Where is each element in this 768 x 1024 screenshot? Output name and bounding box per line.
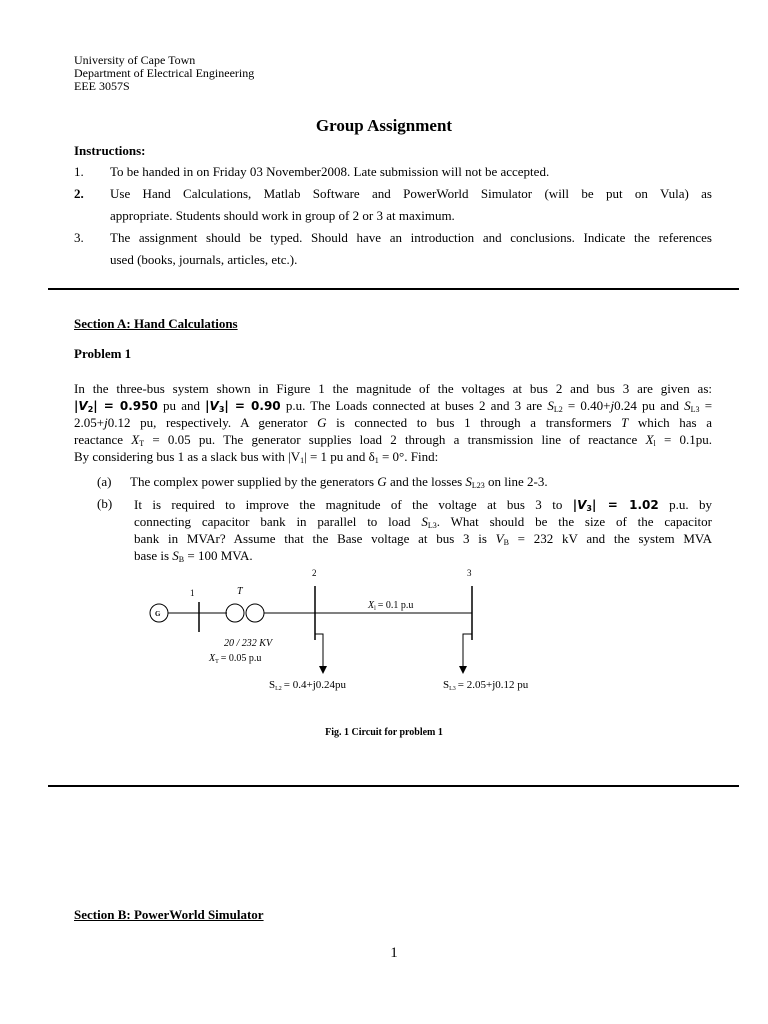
transformer-label: T	[237, 586, 243, 597]
circuit-diagram	[0, 560, 768, 700]
instruction-2-line2: appropriate. Students should work in group of 2 or 3 at maximum.	[110, 208, 455, 223]
section-a-heading: Section A: Hand Calculations	[74, 316, 238, 331]
instructions-heading: Instructions:	[74, 143, 146, 158]
load-2-arrow	[319, 666, 327, 674]
load-3-arrow	[459, 666, 467, 674]
line-reactance-label: $X_l = 0.1$ p.u	[368, 600, 414, 612]
header-university: University of Cape Town	[74, 53, 196, 67]
transformer-winding-1	[226, 604, 244, 622]
para-line-5: By considering bus 1 as a slack bus with $|V_1| = 1$ pu and $\delta_1 = 0^\circ$. Find:	[74, 449, 439, 465]
item-b-text: It is required to improve the magnitude of the voltage at bus 3 to $|V_3| = 1.02$ p.u. by connecting capacitor bank in parallel to load $S_{L3}$. What should be the size of the capacitor bank in MVAr? Assume that the Base voltage at bus 3 is $V_B = 232$ kV and the system MVA base is $S_B = 100$ MVA.	[134, 497, 713, 564]
transformer-ratio-label: 20 / 232 KV	[224, 638, 273, 649]
bus-1-label: 1	[190, 588, 195, 598]
load-3-label: SL3 = 2.05+j0.12 pu	[443, 679, 529, 692]
bus-2-label: 2	[312, 568, 317, 578]
header-department: Department of Electrical Engineering	[74, 66, 255, 80]
transformer-reactance-label: $X_T = 0.05$ p.u	[209, 653, 262, 665]
instruction-1-num: 1.	[74, 164, 84, 179]
instruction-3-line2: used (books, journals, articles, etc.).	[110, 252, 298, 267]
item-a-label: (a)	[97, 474, 112, 489]
instruction-2-line1: Use Hand Calculations, Matlab Software and PowerWorld Simulator (will be put on Vula) as	[110, 186, 712, 201]
item-b-label: (b)	[97, 496, 113, 511]
item-a-text: The complex power supplied by the generators G and the losses $S_{L23}$ on line 2-3.	[130, 474, 548, 490]
para-line-1: In the three-bus system shown in Figure 1 the magnitude of the voltages at bus 2 and bus 3 are given as:	[74, 381, 712, 396]
page-number: 1	[390, 945, 398, 961]
para-line-2: $|V_2| = 0.950$ pu and $|V_3| = 0.90$ p.u. The Loads connected at buses 2 and 3 are $S_{L2} = 0.40+j0.24$ pu and $S_{L3}$ =	[74, 398, 713, 414]
generator-label: G	[155, 610, 161, 618]
instruction-1-text: To be handed in on Friday 03 November2008. Late submission will not be accepted.	[110, 164, 550, 179]
para-line-4: reactance $X_T = 0.05$ pu. The generator supplies load 2 through a transmission line of reactance $X_l = 0.1pu$.	[74, 432, 713, 448]
page-title: Group Assignment	[315, 116, 453, 135]
load-2-connector	[315, 634, 323, 668]
instruction-2-num: 2.	[74, 186, 84, 201]
divider-bottom	[48, 785, 739, 787]
load-3-connector	[463, 634, 472, 668]
header-course: EEE 3057S	[74, 79, 130, 93]
instruction-3-line1: The assignment should be typed. Should have an introduction and conclusions. Indicate the references	[110, 230, 712, 245]
section-b-heading: Section B: PowerWorld Simulator	[74, 907, 264, 922]
bus-3-label: 3	[467, 568, 472, 578]
transformer-winding-2	[246, 604, 264, 622]
problem-1-paragraph	[74, 380, 712, 465]
problem-1-heading: Problem 1	[74, 346, 132, 361]
divider-top	[48, 288, 739, 290]
instruction-3-num: 3.	[74, 230, 84, 245]
figure-caption: Fig. 1 Circuit for problem 1	[325, 727, 443, 738]
para-line-3: 2.05+j0.12 pu, respectively. A generator G is connected to bus 1 through a transformers T which has a	[74, 415, 713, 430]
load-2-label: SL2 = 0.4+j0.24pu	[269, 679, 347, 692]
